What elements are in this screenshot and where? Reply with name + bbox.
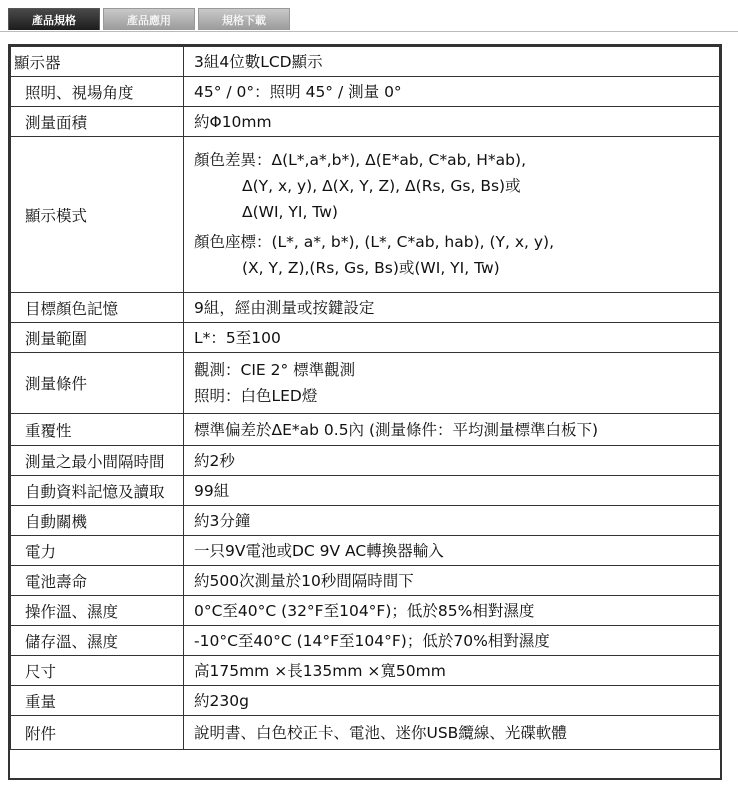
spec-value	[184, 626, 720, 656]
spec-value	[184, 293, 720, 323]
spec-value	[184, 716, 720, 750]
spec-value	[184, 107, 720, 137]
table-row	[11, 353, 720, 414]
spec-value	[184, 414, 720, 446]
spec-key: 顯示器	[11, 47, 184, 77]
spec-value	[184, 323, 720, 353]
tab-bar	[8, 8, 290, 32]
spec-value	[184, 506, 720, 536]
spec-value-line: 約500次測量於10秒間隔時間下	[194, 571, 414, 590]
spec-key: 自動資料記憶及讀取	[11, 476, 184, 506]
tab-product-application[interactable]: 產品應用	[103, 8, 195, 30]
spec-value-line: (X, Y, Z),(Rs, Gs, Bs)或(WI, YI, Tw)	[242, 259, 500, 277]
spec-value	[184, 656, 720, 686]
spec-key: 照明、視場角度	[11, 77, 184, 107]
spec-key: 附件	[11, 716, 184, 750]
spec-value-line: Δ(Y, x, y), Δ(X, Y, Z), Δ(Rs, Gs, Bs)或	[242, 177, 521, 195]
spec-key: 重量	[11, 686, 184, 716]
tab-spec-download[interactable]: 規格下載	[198, 8, 290, 30]
spec-value-line: 約Φ10mm	[194, 112, 272, 131]
spec-key: 儲存溫、濕度	[11, 626, 184, 656]
spec-value-line: 0°C至40°C (32°F至104°F)；低於85%相對濕度	[194, 601, 535, 620]
spec-value-line: 約3分鐘	[194, 511, 251, 530]
table-row	[11, 596, 720, 626]
tab-divider	[0, 31, 738, 32]
spec-value-line: Δ(WI, YI, Tw)	[242, 203, 338, 221]
spec-value	[184, 77, 720, 107]
spec-value-line: 觀測：CIE 2° 標準觀測	[194, 361, 356, 379]
table-row	[11, 536, 720, 566]
table-row	[11, 77, 720, 107]
spec-value	[184, 47, 720, 77]
spec-value-line: 3組4位數LCD顯示	[194, 52, 323, 71]
spec-value	[184, 353, 720, 414]
spec-value-line: 說明書、白色校正卡、電池、迷你USB纜線、光碟軟體	[194, 723, 567, 742]
spec-value	[184, 596, 720, 626]
spec-value	[184, 476, 720, 506]
spec-value	[184, 137, 720, 293]
spec-key: 顯示模式	[11, 137, 184, 293]
table-row	[11, 47, 720, 77]
table-row	[11, 414, 720, 446]
spec-value-line: 一只9V電池或DC 9V AC轉換器輸入	[194, 541, 444, 560]
spec-value	[184, 446, 720, 476]
spec-value-line: 顏色座標：(L*, a*, b*), (L*, C*ab, hab), (Y, x, y),	[194, 233, 555, 251]
spec-value-line: -10°C至40°C (14°F至104°F)；低於70%相對濕度	[194, 631, 550, 650]
spec-value-line: 45° / 0°：照明 45° / 測量 0°	[194, 82, 402, 101]
spec-value	[184, 686, 720, 716]
spec-value-line: 顏色差異：Δ(L*,a*,b*), Δ(E*ab, C*ab, H*ab),	[194, 151, 526, 169]
table-row	[11, 506, 720, 536]
table-row	[11, 656, 720, 686]
table-row	[11, 293, 720, 323]
spec-value-line: 照明：白色LED燈	[194, 387, 318, 405]
spec-value-line: 9組，經由測量或按鍵設定	[194, 298, 375, 317]
table-row	[11, 107, 720, 137]
spec-key: 測量之最小間隔時間	[11, 446, 184, 476]
spec-key: 測量範圍	[11, 323, 184, 353]
spec-value-line: 約2秒	[194, 451, 235, 470]
spec-key: 電力	[11, 536, 184, 566]
spec-value-line: 高175mm ×長135mm ×寬50mm	[194, 661, 446, 680]
table-row	[11, 626, 720, 656]
spec-key: 重覆性	[11, 414, 184, 446]
table-row	[11, 716, 720, 750]
spec-value-line: 99組	[194, 481, 230, 500]
spec-value-line: L*：5至100	[194, 328, 281, 347]
spec-key: 電池壽命	[11, 566, 184, 596]
spec-key: 測量條件	[11, 353, 184, 414]
spec-key: 測量面積	[11, 107, 184, 137]
spec-key: 尺寸	[11, 656, 184, 686]
spec-value-line: 標準偏差於ΔE*ab 0.5內 (測量條件：平均測量標準白板下)	[194, 420, 599, 439]
spec-table	[10, 46, 720, 750]
table-row	[11, 476, 720, 506]
spec-value	[184, 566, 720, 596]
spec-key: 自動關機	[11, 506, 184, 536]
spec-key: 目標顏色記憶	[11, 293, 184, 323]
table-row	[11, 566, 720, 596]
table-row	[11, 137, 720, 293]
spec-value-line: 約230g	[194, 691, 249, 710]
tab-product-spec[interactable]: 產品規格	[8, 8, 100, 30]
table-row	[11, 686, 720, 716]
spec-value	[184, 536, 720, 566]
table-row	[11, 323, 720, 353]
spec-key: 操作溫、濕度	[11, 596, 184, 626]
table-row	[11, 446, 720, 476]
